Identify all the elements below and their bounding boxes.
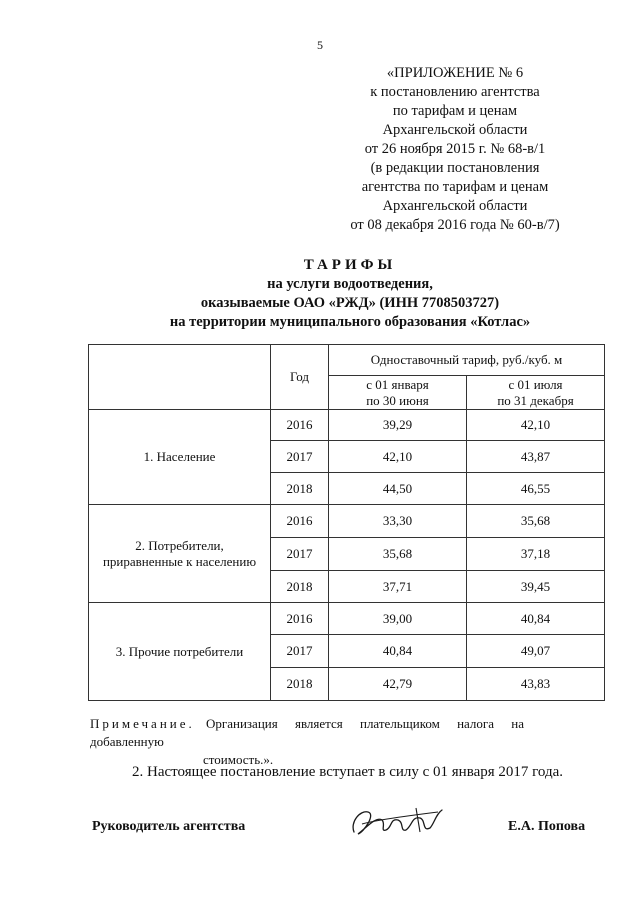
year-cell: 2016 xyxy=(271,410,329,441)
period-2-line: по 31 декабря xyxy=(497,392,574,408)
appendix-line: по тарифам и ценам xyxy=(392,103,518,119)
tariff-cell-p2: 40,84 xyxy=(467,603,605,635)
decree-paragraph: 2. Настоящее постановление вступает в силу с 01 января 2017 года. xyxy=(132,764,564,780)
year-cell: 2018 xyxy=(271,668,329,701)
header-tariff: Одноставочный тариф, руб./куб. м xyxy=(329,345,605,376)
table-row xyxy=(89,505,605,538)
note-text: Организация является плательщиком налога на добавленную xyxy=(90,716,524,749)
category-cell xyxy=(89,505,271,603)
tariff-cell-p1: 42,10 xyxy=(329,441,467,473)
year-cell: 2017 xyxy=(271,635,329,668)
title-line: на услуги водоотведения, xyxy=(267,276,433,292)
note-label: Примечание. xyxy=(90,716,195,731)
tariff-cell-p1: 37,71 xyxy=(329,571,467,603)
appendix-line: от 08 декабря 2016 года № 60-в/7) xyxy=(350,217,560,233)
category-label: 1. Население xyxy=(143,449,216,464)
appendix-line: агентства по тарифам и ценам xyxy=(361,179,549,195)
tariff-cell-p2: 43,83 xyxy=(467,668,605,701)
year-cell: 2016 xyxy=(271,603,329,635)
tariff-cell-p2: 35,68 xyxy=(467,505,605,538)
signer-name: Е.А. Попова xyxy=(508,819,586,834)
tariff-cell-p2: 42,10 xyxy=(467,410,605,441)
tariff-cell-p1: 40,84 xyxy=(329,635,467,668)
document-title xyxy=(90,256,610,332)
tariff-cell-p1: 44,50 xyxy=(329,473,467,505)
year-cell: 2017 xyxy=(271,441,329,473)
category-label: 3. Прочие потребители xyxy=(115,643,244,659)
tariff-cell-p2: 46,55 xyxy=(467,473,605,505)
appendix-line: (в редакции постановления xyxy=(370,160,540,176)
table-row xyxy=(89,410,605,441)
tariff-cell-p1: 42,79 xyxy=(329,668,467,701)
appendix-line: «ПРИЛОЖЕНИЕ № 6 xyxy=(386,65,524,81)
header-period-1 xyxy=(329,376,467,410)
appendix-line: к постановлению агентства xyxy=(370,84,540,100)
header-category xyxy=(89,345,271,410)
tariff-cell-p1: 35,68 xyxy=(329,538,467,571)
title-line: на территории муниципального образования «Котлас» xyxy=(169,314,531,330)
tariff-cell-p2: 37,18 xyxy=(467,538,605,571)
category-cell xyxy=(89,410,271,505)
year-cell: 2018 xyxy=(271,571,329,603)
appendix-header xyxy=(330,64,580,235)
title-line: оказываемые ОАО «РЖД» (ИНН 7708503727) xyxy=(200,295,500,311)
period-1-line: с 01 января xyxy=(366,376,429,392)
title-main: ТАРИФЫ xyxy=(303,257,397,273)
tariff-cell-p2: 39,45 xyxy=(467,571,605,603)
tariff-cell-p1: 39,00 xyxy=(329,603,467,635)
period-2-line: с 01 июля xyxy=(508,376,563,392)
header-year: Год xyxy=(271,345,329,410)
year-cell: 2018 xyxy=(271,473,329,505)
tariff-table xyxy=(88,344,605,701)
header-period-2 xyxy=(467,376,605,410)
category-cell xyxy=(89,603,271,701)
note-text-continuation: стоимость.». xyxy=(203,752,274,767)
signature-image xyxy=(346,802,451,842)
page-number: 5 xyxy=(317,38,323,52)
tariff-cell-p2: 49,07 xyxy=(467,635,605,668)
appendix-line: Архангельской области xyxy=(382,122,528,138)
tariff-cell-p1: 33,30 xyxy=(329,505,467,538)
category-label: 2. Потребители, xyxy=(135,537,224,553)
appendix-line: от 26 ноября 2015 г. № 68-в/1 xyxy=(364,141,546,157)
category-label: приравненные к населению xyxy=(102,553,257,569)
appendix-line: Архангельской области xyxy=(382,198,528,214)
year-cell: 2016 xyxy=(271,505,329,538)
year-cell: 2017 xyxy=(271,538,329,571)
note xyxy=(90,715,605,769)
period-1-line: по 30 июня xyxy=(366,392,429,408)
signer-title: Руководитель агентства xyxy=(92,819,246,834)
table-row xyxy=(89,603,605,635)
tariff-cell-p1: 39,29 xyxy=(329,410,467,441)
tariff-cell-p2: 43,87 xyxy=(467,441,605,473)
